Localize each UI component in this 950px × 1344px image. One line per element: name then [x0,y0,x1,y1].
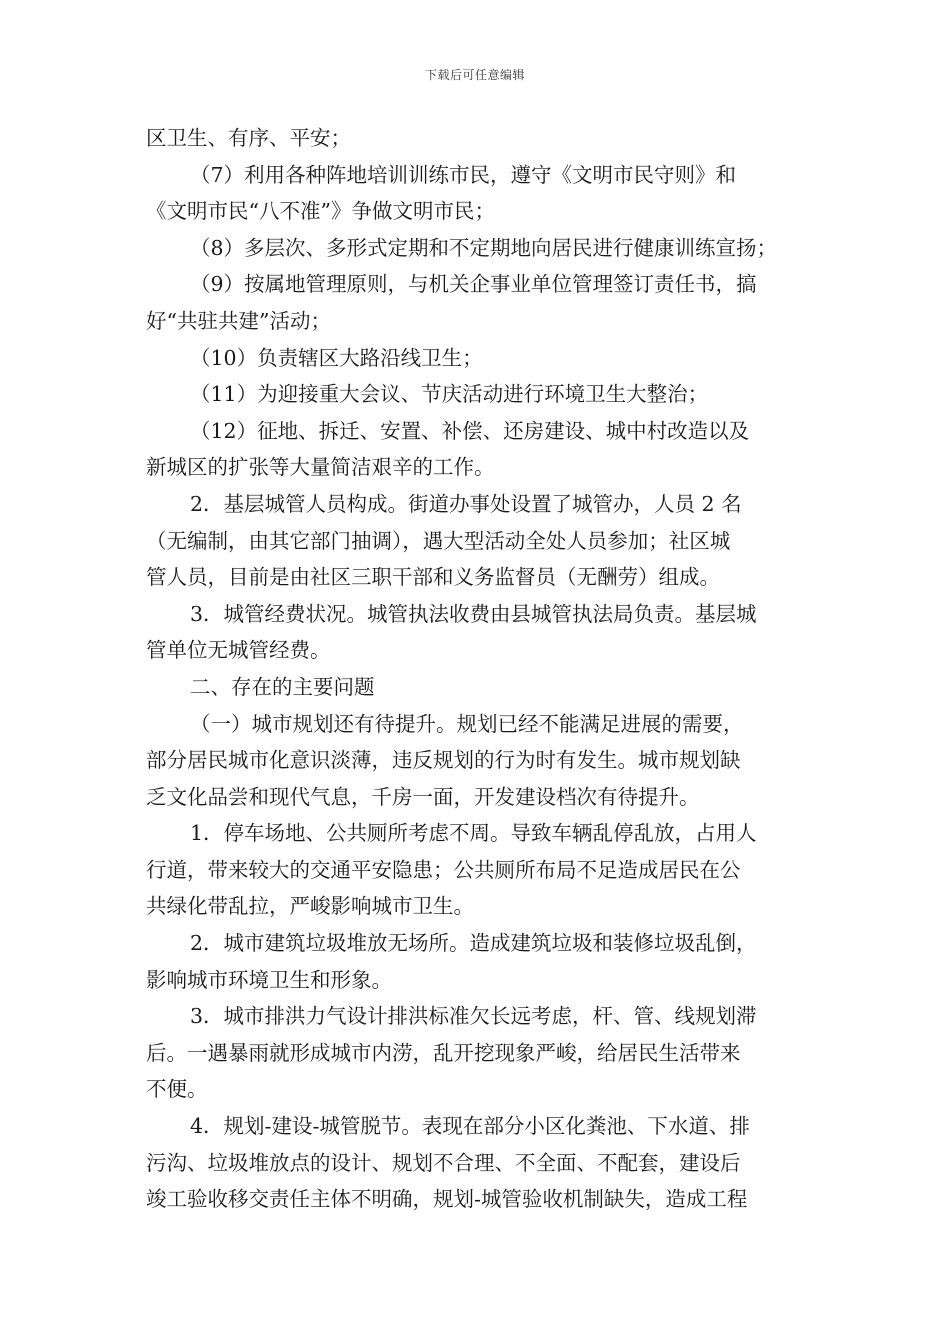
text-line: 2．基层城管人员构成。街道办事处设置了城管办，人员 2 名 [190,491,742,516]
text-line: 4．规划-建设-城管脱节。表现在部分小区化粪池、下水道、排 [190,1114,750,1139]
text-line: 污沟、垃圾堆放点的设计、规划不合理、不全面、不配套，建设后 [146,1150,741,1175]
text-line: （10）负责辖区大路沿线卫生； [190,345,483,370]
page-header: 下载后可任意编辑 [424,68,525,82]
text-line: 《文明市民“八不准”》争做文明市民； [146,199,495,224]
text-line: 区卫生、有序、平安； [146,126,351,150]
text-line: 共绿化带乱拉，严峻影响城市卫生。 [146,894,474,919]
text-line: 1．停车场地、公共厕所考虑不周。导致车辆乱停乱放，占用人 [190,821,757,846]
text-line: 新城区的扩张等大量简洁艰辛的工作。 [146,455,495,480]
text-line: （8）多层次、多形式定期和不定期地向居民进行健康训练宣扬； [190,235,778,260]
text-line: 2．城市建筑垃圾堆放无场所。造成建筑垃圾和装修垃圾乱倒， [190,931,757,956]
text-line: 影响城市环境卫生和形象。 [146,967,392,992]
text-line: （7）利用各种阵地培训训练市民，遵守《文明市民守则》和 [190,162,737,187]
text-line: （12）征地、拆迁、安置、补偿、还房建设、城中村改造以及 [190,418,750,443]
text-line: （一）城市规划还有待提升。规划已经不能满足进展的需要， [190,711,744,736]
text-line: 3．城管经费状况。城管执法收费由县城管执法局负责。基层城 [190,601,757,626]
text-line: 3．城市排洪力气设计排洪标准欠长远考虑，杆、管、线规划滞 [190,1004,757,1029]
text-line: 后。一遇暴雨就形成城市内涝，乱开挖现象严峻，给居民生活带来 [146,1040,741,1065]
text-line: 竣工验收移交责任主体不明确，规划-城管验收机制缺失，造成工程 [146,1187,748,1212]
text-line: 二、存在的主要问题 [190,674,375,699]
document-body [146,120,810,1218]
text-line: （9）按属地管理原则，与机关企事业单位管理签订责任书，搞 [190,272,757,297]
text-line: 好“共驻共建”活动； [146,308,331,333]
text-line: 管人员，目前是由社区三职干部和义务监督员（无酬劳）组成。 [146,565,720,590]
text-line: 不便。 [146,1077,208,1102]
text-line: 管单位无城管经费。 [146,638,331,663]
text-line: 部分居民城市化意识淡薄，违反规划的行为时有发生。城市规划缺 [146,748,741,773]
text-line: 乏文化品尝和现代气息，千房一面，开发建设档次有待提升。 [146,784,700,809]
text-line: （无编制，由其它部门抽调），遇大型活动全处人员参加；社区城 [146,528,731,553]
text-line: 行道，带来较大的交通平安隐患；公共厕所布局不足造成居民在公 [146,857,741,882]
text-line: （11）为迎接重大会议、节庆活动进行环境卫生大整治； [190,382,709,407]
